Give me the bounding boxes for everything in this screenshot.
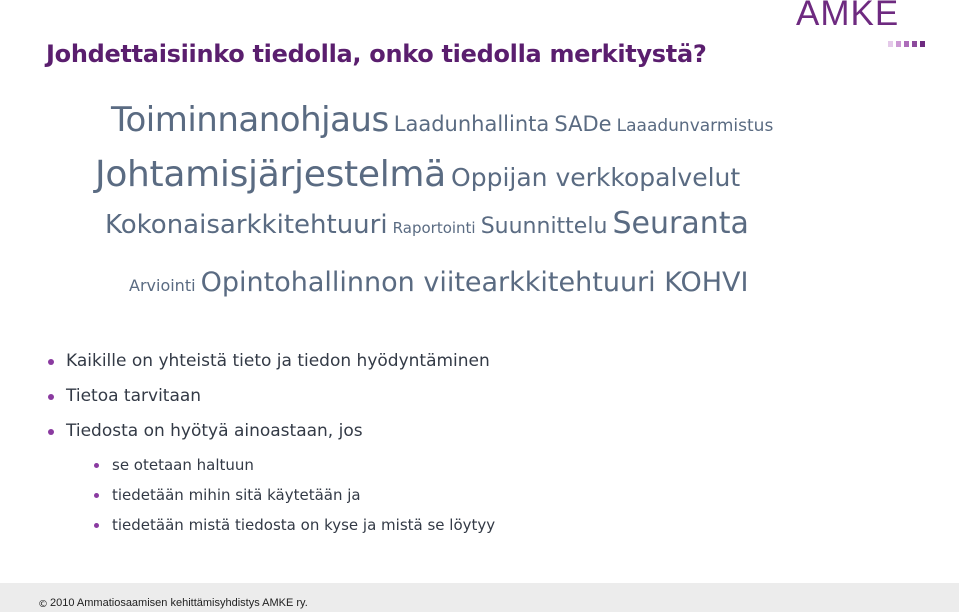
word-cloud-line-2 [95, 154, 741, 195]
word-toiminnanohjaus: Toiminnanohjaus [111, 100, 389, 140]
bullet-item: Tiedosta on hyötyä ainoastaan, jos [48, 421, 495, 456]
copyright-icon: © [38, 599, 48, 610]
word-johtamisjarjestelma: Johtamisjärjestelmä [95, 154, 446, 195]
word-kokonaisarkkitehtuuri: Kokonaisarkkitehtuuri [105, 210, 388, 240]
word-suunnittelu: Suunnittelu [480, 214, 608, 239]
word-cloud-line-3 [105, 206, 749, 241]
slide-title: Johdettaisiinko tiedolla, onko tiedolla merkitystä? [46, 40, 707, 68]
bullet-item: Tietoa tarvitaan [48, 386, 495, 421]
logo-bars-icon [888, 41, 925, 47]
word-cloud-line-4 [129, 269, 748, 296]
word-arviointi: Arviointi [129, 276, 196, 295]
word-oppijan-verkkopalvelut: Oppijan verkkopalvelut [451, 163, 741, 192]
word-cloud-line-1 [111, 100, 774, 140]
sub-bullet-item: tiedetään mistä tiedosta on kyse ja mistä se löytyy [94, 516, 495, 546]
word-raportointi: Raportointi [392, 219, 476, 237]
logo-text: AMKE [796, 0, 900, 33]
bullet-item: Kaikille on yhteistä tieto ja tiedon hyödyntäminen [48, 351, 495, 386]
word-laaadunvarmistus: Laaadunvarmistus [616, 116, 774, 136]
word-kohvi: Opintohallinnon viitearkkitehtuuri KOHVI [200, 267, 749, 298]
word-seuranta: Seuranta [612, 206, 749, 241]
word-laadunhallinta: Laadunhallinta [393, 112, 550, 136]
word-sade: SADe [554, 112, 612, 136]
sub-bullet-item: se otetaan haltuun [94, 456, 495, 486]
bullet-list [48, 351, 495, 546]
sub-bullet-item: tiedetään mihin sitä käytetään ja [94, 486, 495, 516]
footer-text: 2010 Ammatiosaamisen kehittämisyhdistys AMKE ry. [50, 597, 308, 609]
footer [0, 583, 959, 612]
amke-logo [796, 0, 926, 52]
